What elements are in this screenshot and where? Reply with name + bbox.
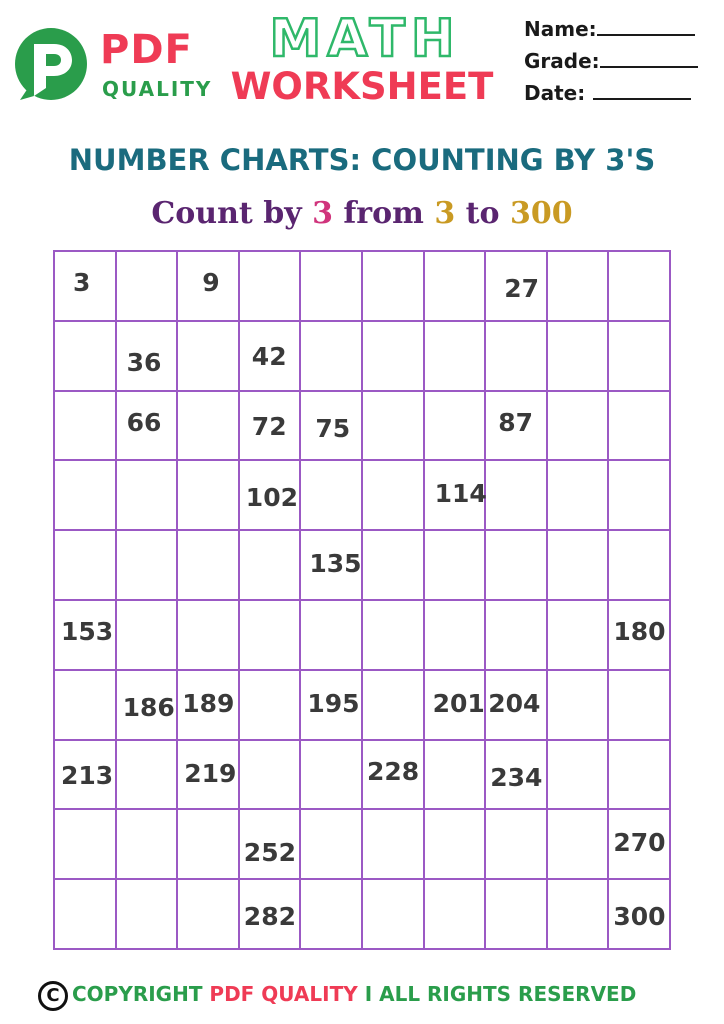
subheading-part1: Count by	[151, 196, 313, 231]
grid-cell[interactable]	[486, 601, 548, 671]
subheading-start: 3	[434, 196, 456, 231]
grid-cell[interactable]	[55, 741, 117, 811]
grid-cell[interactable]	[548, 601, 610, 671]
grid-cell[interactable]	[117, 392, 179, 462]
grid-cell[interactable]	[363, 671, 425, 741]
grid-cell[interactable]	[178, 392, 240, 462]
grid-cell[interactable]	[178, 531, 240, 601]
grid-cell[interactable]	[240, 671, 302, 741]
name-blank[interactable]	[597, 18, 695, 36]
grid-number: 189	[182, 688, 235, 718]
grid-number: 87	[498, 407, 533, 437]
grid-number: 213	[61, 760, 114, 790]
grid-cell[interactable]	[301, 392, 363, 462]
grid-number: 228	[366, 756, 420, 786]
logo-quality-text: QUALITY	[102, 77, 213, 101]
number-chart-grid	[53, 250, 671, 950]
grid-cell[interactable]	[425, 671, 487, 741]
copyright-footer	[38, 978, 678, 1010]
grid-cell[interactable]	[178, 601, 240, 671]
grid-cell[interactable]	[548, 322, 610, 392]
grid-cell[interactable]	[55, 392, 117, 462]
grid-cell[interactable]	[363, 741, 425, 811]
grid-cell[interactable]	[55, 810, 117, 880]
grid-number: 282	[243, 902, 296, 932]
date-blank[interactable]	[593, 82, 691, 100]
grid-cell[interactable]	[178, 741, 240, 811]
subheading-step: 3	[312, 196, 333, 231]
grid-cell[interactable]	[609, 252, 671, 322]
grid-cell[interactable]	[178, 880, 240, 950]
grid-cell[interactable]	[486, 322, 548, 392]
grid-cell[interactable]	[240, 392, 302, 462]
grid-cell[interactable]	[548, 392, 610, 462]
grid-number: 252	[243, 838, 296, 868]
grid-number: 75	[315, 413, 351, 443]
grid-cell[interactable]	[55, 880, 117, 950]
grid-number: 66	[126, 407, 162, 437]
grid-cell[interactable]	[240, 461, 302, 531]
grid-cell[interactable]	[55, 322, 117, 392]
grid-cell[interactable]	[609, 880, 671, 950]
grid-cell[interactable]	[548, 671, 610, 741]
grid-cell[interactable]	[240, 810, 302, 880]
grid-cell[interactable]	[609, 601, 671, 671]
grid-cell[interactable]	[363, 392, 425, 462]
grid-cell[interactable]	[117, 741, 179, 811]
grid-cell[interactable]	[548, 252, 610, 322]
grid-cell[interactable]	[425, 461, 487, 531]
grade-blank[interactable]	[600, 50, 698, 68]
grid-cell[interactable]	[486, 810, 548, 880]
title-math: MATH	[269, 9, 461, 69]
grid-cell[interactable]	[55, 252, 117, 322]
grid-cell[interactable]	[55, 601, 117, 671]
grid-number: 42	[251, 341, 287, 371]
grid-number: 186	[122, 692, 175, 722]
grid-cell[interactable]	[425, 741, 487, 811]
grid-cell[interactable]	[55, 531, 117, 601]
grid-cell[interactable]	[178, 461, 240, 531]
grid-number: 195	[307, 688, 360, 718]
grid-cell[interactable]	[240, 531, 302, 601]
grid-cell[interactable]	[240, 601, 302, 671]
grid-cell[interactable]	[609, 531, 671, 601]
grid-cell[interactable]	[486, 392, 548, 462]
grade-label: Grade:	[524, 49, 600, 73]
grid-cell[interactable]	[363, 810, 425, 880]
grid-cell[interactable]	[363, 531, 425, 601]
grid-cell[interactable]	[301, 601, 363, 671]
subheading-part2: from	[332, 196, 435, 231]
grid-cell[interactable]	[609, 322, 671, 392]
grid-cell[interactable]	[425, 880, 487, 950]
grid-cell[interactable]	[117, 601, 179, 671]
grid-cell[interactable]	[301, 531, 363, 601]
grid-cell[interactable]	[548, 741, 610, 811]
grid-number: 135	[309, 549, 362, 579]
grid-number: 234	[490, 762, 543, 792]
grid-cell[interactable]	[301, 322, 363, 392]
subheading-end: 300	[509, 196, 573, 231]
grid-cell[interactable]	[117, 252, 179, 322]
grid-cell[interactable]	[301, 741, 363, 811]
grid-cell[interactable]	[301, 671, 363, 741]
footer-rights-text: I ALL RIGHTS RESERVED	[357, 982, 637, 1006]
grid-cell[interactable]	[363, 252, 425, 322]
subheading-part3: to	[455, 196, 510, 231]
grid-cell[interactable]	[486, 671, 548, 741]
grid-cell[interactable]	[486, 461, 548, 531]
grid-number: 72	[251, 411, 287, 441]
grid-cell[interactable]	[301, 461, 363, 531]
grid-cell[interactable]	[240, 741, 302, 811]
grid-cell[interactable]	[363, 880, 425, 950]
grid-cell[interactable]	[548, 461, 610, 531]
grid-cell[interactable]	[486, 741, 548, 811]
grid-number: 204	[488, 688, 541, 718]
grid-cell[interactable]	[609, 810, 671, 880]
grid-number: 36	[126, 347, 162, 377]
grid-cell[interactable]	[609, 461, 671, 531]
grid-cell[interactable]	[609, 671, 671, 741]
worksheet-subheading	[0, 194, 724, 234]
grid-cell[interactable]	[609, 741, 671, 811]
copyright-icon: C	[38, 981, 68, 1011]
grid-number: 27	[504, 274, 539, 303]
grid-cell[interactable]	[178, 252, 240, 322]
grid-cell[interactable]	[301, 880, 363, 950]
grid-cell[interactable]	[178, 671, 240, 741]
grid-cell[interactable]	[117, 671, 179, 741]
grid-cell[interactable]	[548, 531, 610, 601]
grid-number: 180	[613, 617, 666, 646]
date-field[interactable]	[524, 80, 691, 106]
name-label: Name:	[524, 17, 597, 41]
grid-cell[interactable]	[240, 252, 302, 322]
grid-cell[interactable]	[301, 252, 363, 322]
grid-cell[interactable]	[363, 601, 425, 671]
grid-cell[interactable]	[609, 392, 671, 462]
date-label: Date:	[524, 81, 586, 105]
grid-cell[interactable]	[363, 322, 425, 392]
grid-number: 114	[434, 479, 487, 509]
grid-cell[interactable]	[548, 880, 610, 950]
grid-cell[interactable]	[240, 880, 302, 950]
grid-number: 3	[73, 268, 91, 297]
grid-number: 201	[432, 688, 485, 718]
grid-number: 270	[613, 828, 666, 858]
grid-cell[interactable]	[178, 810, 240, 880]
grid-number: 219	[184, 758, 237, 788]
logo-pdf-text: PDF	[100, 27, 193, 73]
title-worksheet: WORKSHEET	[230, 65, 494, 108]
grid-cell[interactable]	[486, 531, 548, 601]
grid-cell[interactable]	[425, 810, 487, 880]
grid-cell[interactable]	[240, 322, 302, 392]
pdf-quality-logo-icon	[12, 26, 90, 104]
name-field[interactable]	[524, 16, 695, 42]
grid-number: 300	[613, 902, 666, 932]
grid-cell[interactable]	[178, 322, 240, 392]
grid-cell[interactable]	[117, 322, 179, 392]
grid-cell[interactable]	[55, 671, 117, 741]
grid-cell[interactable]	[425, 392, 487, 462]
grid-number: 102	[245, 483, 298, 513]
grade-field[interactable]	[524, 48, 698, 74]
grid-cell[interactable]	[301, 810, 363, 880]
grid-number: 153	[61, 617, 114, 646]
grid-cell[interactable]	[486, 880, 548, 950]
grid-number: 9	[202, 268, 220, 297]
grid-cell[interactable]	[117, 810, 179, 880]
grid-cell[interactable]	[425, 322, 487, 392]
grid-cell[interactable]	[117, 880, 179, 950]
pdf-quality-logo	[12, 24, 212, 108]
grid-cell[interactable]	[425, 531, 487, 601]
grid-cell[interactable]	[117, 531, 179, 601]
grid-cell[interactable]	[486, 252, 548, 322]
grid-cell[interactable]	[425, 601, 487, 671]
footer-brand-text: PDF QUALITY	[209, 982, 358, 1006]
grid-cell[interactable]	[548, 810, 610, 880]
grid-cell[interactable]	[425, 252, 487, 322]
worksheet-heading: NUMBER CHARTS: COUNTING BY 3'S	[68, 143, 656, 177]
footer-copyright-text: COPYRIGHT	[72, 982, 210, 1006]
grid-cell[interactable]	[363, 461, 425, 531]
grid-cell[interactable]	[117, 461, 179, 531]
grid-cell[interactable]	[55, 461, 117, 531]
